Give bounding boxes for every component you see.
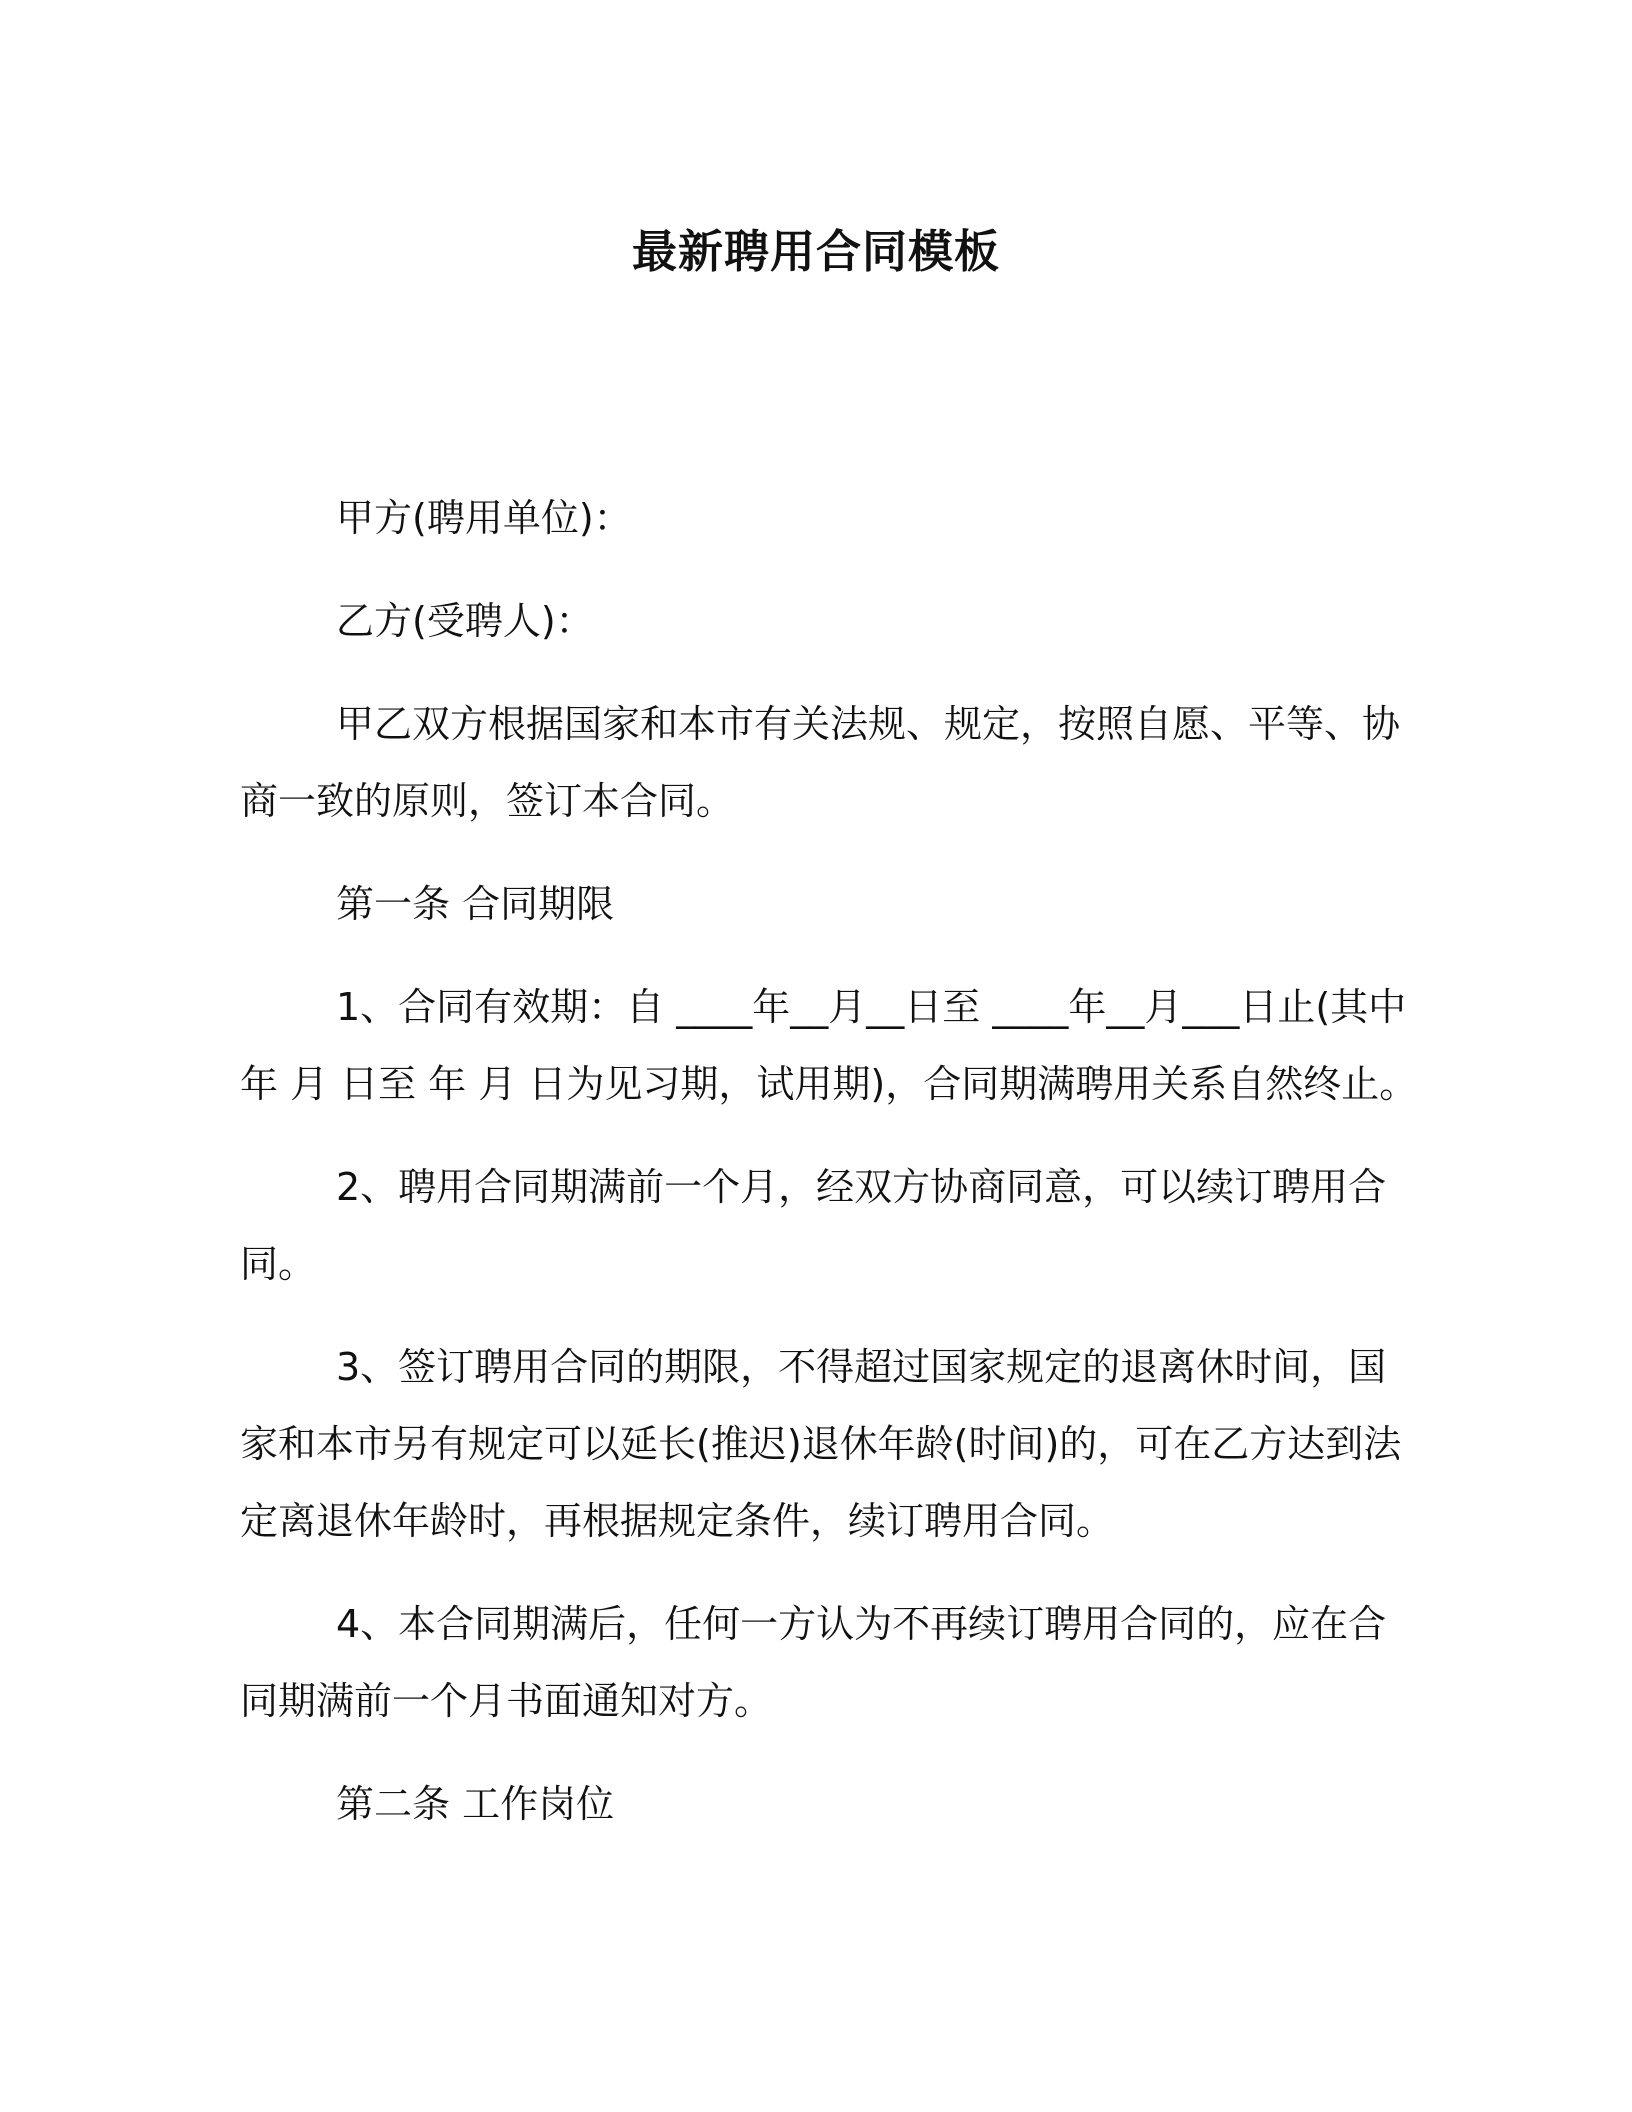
article-2-heading: 第二条 工作岗位 <box>336 1782 615 1826</box>
preamble-paragraph: 甲乙双方根据国家和本市有关法规、规定，按照自愿、平等、协商一致的原则，签订本合同。 <box>240 702 1401 823</box>
party-b-line: 乙方(受聘人)： <box>336 599 594 643</box>
article-1-clause-3: 3、签订聘用合同的期限，不得超过国家规定的退离休时间，国家和本市另有规定可以延长(推迟)退休年龄(时间)的，可在乙方达到法定离退休年龄时，再根据规定条件，续订聘用合同。 <box>240 1345 1402 1543</box>
article-1-heading: 第一条 合同期限 <box>336 882 615 926</box>
party-a-line: 甲方(聘用单位)： <box>336 496 632 540</box>
document-title: 最新聘用合同模板 <box>631 225 1000 278</box>
article-1-clause-1: 1、合同有效期：自 ____年__月__日至 ____年__月___日止(其中 年 月 日至 年 月 日为见习期，试用期)，合同期满聘用关系自然终止。 <box>240 985 1418 1106</box>
article-1-clause-4: 4、本合同期满后，任何一方认为不再续订聘用合同的，应在合同期满前一个月书面通知对方。 <box>240 1602 1387 1723</box>
article-1-clause-2: 2、聘用合同期满前一个月，经双方协商同意，可以续订聘用合同。 <box>240 1165 1387 1286</box>
